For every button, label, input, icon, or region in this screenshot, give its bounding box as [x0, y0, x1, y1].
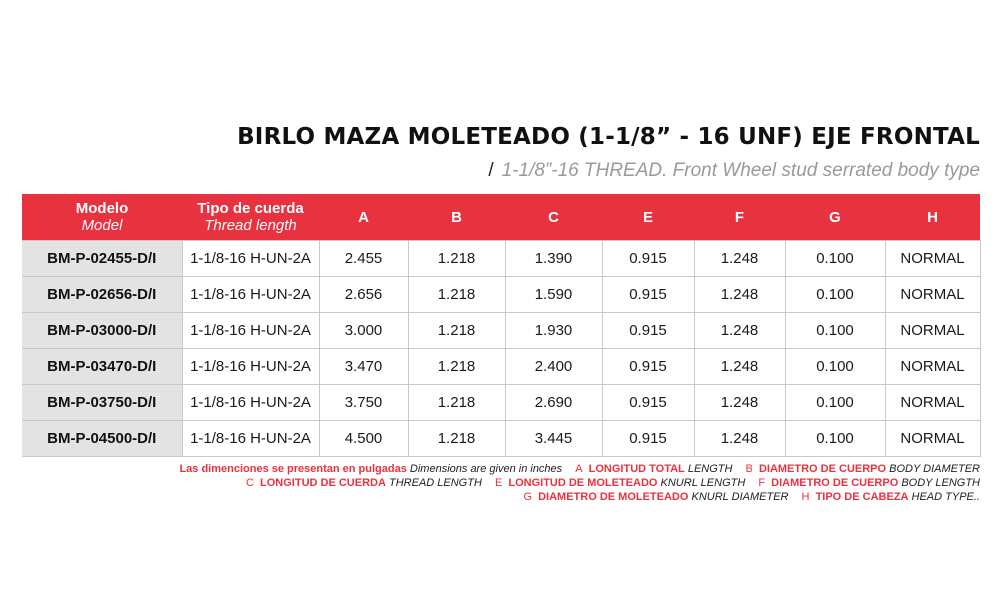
legend-term-es: LONGITUD DE MOLETEADO: [508, 477, 658, 489]
model-cell: BM-P-03000-D/I: [22, 313, 182, 349]
table-cell: 1.930: [505, 313, 602, 349]
legend-term-en: LENGTH: [687, 463, 733, 475]
table-cell: 1-1/8-16 H-UN-2A: [182, 385, 319, 421]
column-header-sublabel: Model: [81, 217, 123, 234]
table-cell: 1.218: [408, 313, 505, 349]
table-cell: 1.218: [408, 421, 505, 457]
column-header-label: E: [642, 208, 653, 226]
column-header: [885, 194, 980, 241]
column-header-label: B: [451, 208, 462, 226]
table-row: [22, 385, 980, 421]
table-cell: 0.915: [602, 349, 694, 385]
table-row: [22, 277, 980, 313]
column-header: [694, 194, 785, 241]
legend-key: C: [246, 477, 254, 489]
table-cell: 1-1/8-16 H-UN-2A: [182, 241, 319, 277]
table-cell: 1.218: [408, 385, 505, 421]
table-cell: 3.470: [319, 349, 408, 385]
column-header-label: Modelo: [75, 200, 129, 217]
model-cell: BM-P-02656-D/I: [22, 277, 182, 313]
legend-key: A: [575, 463, 583, 475]
table-cell: 0.915: [602, 277, 694, 313]
column-header-label: A: [358, 208, 369, 226]
legend-key: H: [801, 491, 810, 503]
notes-line: [179, 462, 980, 476]
table-cell: 1-1/8-16 H-UN-2A: [182, 277, 319, 313]
table-cell: 1.590: [505, 277, 602, 313]
table-cell: NORMAL: [885, 277, 980, 313]
legend-term-es: LONGITUD DE CUERDA: [260, 477, 386, 489]
table-cell: NORMAL: [885, 313, 980, 349]
table-cell: 1.248: [694, 241, 785, 277]
table-header-row: [22, 194, 980, 241]
table-cell: 2.455: [319, 241, 408, 277]
legend-term-es: LONGITUD TOTAL: [588, 463, 685, 475]
table-cell: 0.100: [785, 313, 885, 349]
subtitle-text: 1-1/8”-16 THREAD. Front Wheel stud serrated body type: [501, 160, 980, 181]
table-cell: 1.248: [694, 421, 785, 457]
legend-term-en: BODY LENGTH: [901, 477, 980, 489]
page-subtitle: [488, 160, 980, 182]
table-cell: 0.915: [602, 313, 694, 349]
table-cell: NORMAL: [885, 421, 980, 457]
column-header: [505, 194, 602, 241]
legend-key: G: [523, 491, 533, 503]
table-cell: 2.656: [319, 277, 408, 313]
column-header: [602, 194, 694, 241]
table-cell: 2.690: [505, 385, 602, 421]
column-header-label: C: [548, 208, 559, 226]
table-row: [22, 241, 980, 277]
notes-intro-es: Las dimenciones se presentan en pulgadas: [179, 463, 407, 475]
table-cell: 1.248: [694, 385, 785, 421]
table-cell: 1.248: [694, 349, 785, 385]
column-header: [22, 194, 182, 241]
table-cell: 0.915: [602, 241, 694, 277]
table-body: [22, 241, 980, 457]
table-cell: 1.248: [694, 277, 785, 313]
table-cell: 0.100: [785, 385, 885, 421]
page-title: BIRLO MAZA MOLETEADO (1-1/8” - 16 UNF) EJE FRONTAL: [237, 124, 980, 150]
column-header-label: F: [734, 208, 745, 226]
table-cell: 0.100: [785, 421, 885, 457]
table-row: [22, 349, 980, 385]
table-cell: 1.218: [408, 349, 505, 385]
model-cell: BM-P-04500-D/I: [22, 421, 182, 457]
column-header: [785, 194, 885, 241]
table-cell: 1-1/8-16 H-UN-2A: [182, 313, 319, 349]
table-cell: 1.218: [408, 241, 505, 277]
table-cell: 1.390: [505, 241, 602, 277]
table-cell: NORMAL: [885, 349, 980, 385]
legend-term-en: BODY DIAMETER: [889, 463, 980, 475]
table-cell: NORMAL: [885, 241, 980, 277]
table-cell: 4.500: [319, 421, 408, 457]
column-header: [319, 194, 408, 241]
table-cell: 0.915: [602, 385, 694, 421]
model-cell: BM-P-03470-D/I: [22, 349, 182, 385]
table-row: [22, 421, 980, 457]
subtitle-slash: /: [488, 160, 494, 181]
legend-term-en: KNURL DIAMETER: [691, 491, 789, 503]
table-row: [22, 313, 980, 349]
table-cell: 3.750: [319, 385, 408, 421]
legend-term-en: HEAD TYPE..: [911, 491, 980, 503]
legend-term-es: DIAMETRO DE CUERPO: [771, 477, 899, 489]
table-cell: 2.400: [505, 349, 602, 385]
table-cell: 0.100: [785, 241, 885, 277]
notes-intro-en: Dimensions are given in inches: [409, 463, 563, 475]
legend-term-es: TIPO DE CABEZA: [815, 491, 909, 503]
column-header-sublabel: Thread length: [204, 217, 297, 234]
legend-key: F: [758, 477, 766, 489]
legend-term-en: KNURL LENGTH: [660, 477, 746, 489]
table-cell: 1-1/8-16 H-UN-2A: [182, 421, 319, 457]
legend-term-es: DIAMETRO DE CUERPO: [758, 463, 887, 475]
dimension-notes: [179, 462, 980, 504]
column-header-label: G: [829, 208, 841, 226]
legend-term-es: DIAMETRO DE MOLETEADO: [538, 491, 689, 503]
table-cell: 3.000: [319, 313, 408, 349]
table-cell: 0.100: [785, 349, 885, 385]
table-cell: 0.100: [785, 277, 885, 313]
legend-key: E: [494, 477, 503, 489]
column-header-label: Tipo de cuerda: [197, 200, 304, 217]
model-cell: BM-P-02455-D/I: [22, 241, 182, 277]
column-header: [182, 194, 319, 241]
legend-term-en: THREAD LENGTH: [388, 477, 482, 489]
notes-line: [179, 476, 980, 490]
table-cell: 0.915: [602, 421, 694, 457]
model-cell: BM-P-03750-D/I: [22, 385, 182, 421]
legend-key: B: [745, 463, 753, 475]
column-header-label: H: [927, 208, 938, 226]
table-cell: 1-1/8-16 H-UN-2A: [182, 349, 319, 385]
table-cell: NORMAL: [885, 385, 980, 421]
table-cell: 1.248: [694, 313, 785, 349]
table-cell: 3.445: [505, 421, 602, 457]
spec-table: [22, 194, 981, 457]
table-cell: 1.218: [408, 277, 505, 313]
notes-line: [179, 490, 980, 504]
column-header: [408, 194, 505, 241]
